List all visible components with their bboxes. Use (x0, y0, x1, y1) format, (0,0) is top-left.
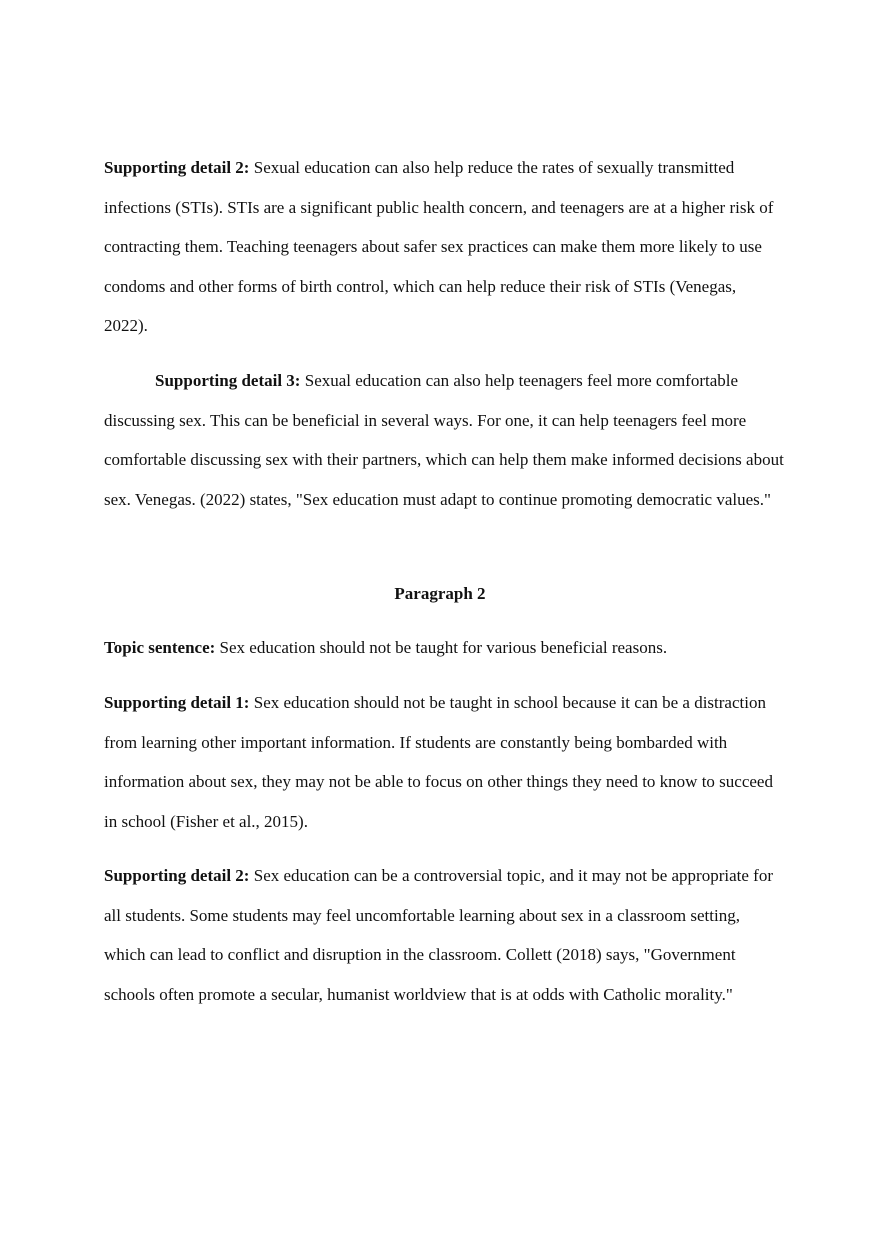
paragraph-text: Sexual education can also help reduce the rates of sexually transmitted infections (STIs). STIs are a significant public health concern, and teenagers are at a higher risk of contracting them. Teaching teenagers about safer sex practices can make them more likely to use condoms and other forms of birth control, which can help reduce their risk of STIs (Venegas, 2022). (104, 158, 774, 335)
paragraph-supporting-detail-2 (104, 148, 784, 346)
paragraph-text: Sex education can be a controversial topic, and it may not be appropriate for all students. Some students may feel uncomfortable learning about sex in a classroom setting, which can lead to conflict and disruption in the classroom. Collett (2018) says, "Government schools often promote a secular, humanist worldview that is at odds with Catholic morality." (104, 866, 773, 1004)
paragraph-label: Supporting detail 2: (104, 866, 250, 885)
paragraph-text: Sexual education can also help teenagers feel more comfortable discussing sex. This can be beneficial in several ways. For one, it can help teenagers feel more comfortable discussing sex with their partners, which can help them make informed decisions about sex. Venegas. (2022) states, "Sex education must adapt to continue promoting democratic values." (104, 371, 784, 509)
section-heading: Paragraph 2 (394, 584, 486, 603)
paragraph-text: Sex education should not be taught in school because it can be a distraction from learning other important information. If students are constantly being bombarded with information about sex, they may not be able to focus on other things they need to know to succeed in school (Fisher et al., 2015). (104, 693, 773, 831)
paragraph-label: Supporting detail 1: (104, 693, 250, 712)
paragraph-supporting-detail-2-b (104, 856, 784, 1014)
paragraph-topic-sentence (104, 628, 784, 668)
paragraph-supporting-detail-3 (104, 361, 784, 519)
paragraph-label: Supporting detail 2: (104, 158, 250, 177)
paragraph-supporting-detail-1 (104, 683, 784, 841)
paragraph-text: Sex education should not be taught for various beneficial reasons. (215, 638, 668, 657)
paragraph-label: Supporting detail 3: (155, 371, 301, 390)
paragraph-label: Topic sentence: (104, 638, 216, 657)
